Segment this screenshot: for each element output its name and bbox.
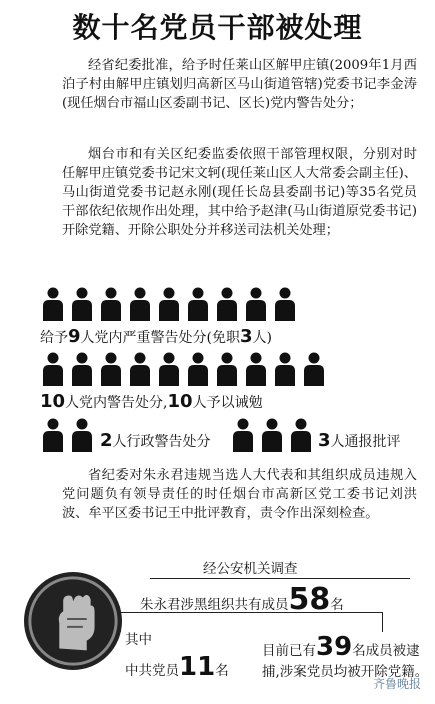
person-icon	[214, 352, 240, 386]
caption-number: 10	[40, 391, 66, 412]
person-icon	[156, 352, 182, 386]
person-icon	[40, 418, 66, 452]
person-icon	[127, 287, 153, 321]
caption-text: 人党内严重警告处分(免职	[80, 330, 240, 346]
caption-admin-warning	[100, 430, 211, 451]
person-icon	[69, 418, 95, 452]
person-icon	[301, 352, 327, 386]
police-heading: 经公安机关调查	[203, 561, 298, 577]
right-text: 名成员被逮	[352, 643, 420, 659]
caption-number: 2	[100, 430, 113, 451]
right-line-1	[262, 632, 420, 662]
right-text: 目前已有	[262, 643, 316, 659]
left-line-1: 其中	[125, 632, 152, 648]
page-title: 数十名党员干部被处理	[72, 11, 363, 44]
person-icon	[288, 418, 314, 452]
paragraph-3: 省纪委对朱永君违规当选人大代表和其组织成员违规入党问题负有领导责任的时任烟台市高新区党工委书记刘洪波、牟平区委书记王中批评教育，责令作出深刻检查。	[62, 468, 417, 521]
caption-text: 人行政警告处分	[112, 434, 211, 450]
people-row-warning	[40, 352, 330, 386]
watermark: 齐鲁晚报	[372, 677, 421, 691]
person-icon	[69, 287, 95, 321]
person-icon	[98, 287, 124, 321]
paragraph-2: 烟台市和有关区纪委监委依照干部管理权限，分别对时任解甲庄镇党委书记宋文轲(现任莱山区人大常委会副主任)、马山街道党委书记赵永刚(现任长岛县委副书记)等35名党员干部依纪依规作出处理，其中给予赵津(马山街道原党委书记)开除党籍、开除公职处分并移送司法机关处理；	[62, 147, 417, 238]
person-icon	[156, 287, 182, 321]
caption-serious-warning	[40, 326, 272, 347]
caption-text: 人予以诫勉	[192, 395, 263, 411]
left-text: 名	[215, 663, 229, 679]
person-icon	[272, 352, 298, 386]
tree-line	[120, 612, 121, 632]
fist-icon	[24, 572, 122, 670]
caption-number: 3	[240, 326, 253, 347]
right-number: 39	[316, 632, 353, 662]
tree-line	[120, 612, 382, 613]
left-number: 11	[179, 652, 216, 682]
person-icon	[259, 418, 285, 452]
right-line-2: 捕,涉案党员均被开除党籍。	[262, 664, 429, 680]
person-icon	[40, 352, 66, 386]
person-icon	[214, 287, 240, 321]
person-icon	[127, 352, 153, 386]
person-icon	[243, 352, 269, 386]
person-icon	[230, 418, 256, 452]
left-line-2	[125, 652, 229, 682]
person-icon	[185, 352, 211, 386]
person-icon	[243, 287, 269, 321]
person-icon	[69, 352, 95, 386]
person-icon	[185, 287, 211, 321]
caption-number: 9	[68, 326, 81, 347]
person-icon	[40, 287, 66, 321]
person-icon	[98, 352, 124, 386]
members-text: 朱永君涉黑组织共有成员	[140, 597, 289, 613]
caption-text: 人通报批评	[330, 434, 401, 450]
caption-text: 人党内警告处分,	[65, 395, 168, 411]
caption-text: 人)	[252, 330, 272, 346]
caption-number: 3	[318, 430, 331, 451]
caption-number: 10	[167, 391, 193, 412]
people-row-serious-warning	[40, 287, 301, 321]
person-icon	[272, 287, 298, 321]
people-row-admin-warning	[40, 418, 98, 452]
people-row-criticism	[230, 418, 317, 452]
tree-line	[382, 612, 383, 632]
caption-text: 给予	[40, 330, 68, 346]
left-text: 中共党员	[125, 663, 179, 679]
paragraph-1: 经省纪委批准，给予时任莱山区解甲庄镇(2009年1月西泊子村由解甲庄镇划归高新区马山街道管辖)党委书记李金涛(现任烟台市福山区委副书记、区长)党内警告处分；	[62, 58, 417, 111]
members-number: 58	[288, 582, 331, 617]
caption-warning	[40, 391, 263, 412]
divider-line	[150, 578, 410, 579]
caption-criticism	[318, 430, 401, 451]
members-text: 名	[330, 597, 344, 613]
